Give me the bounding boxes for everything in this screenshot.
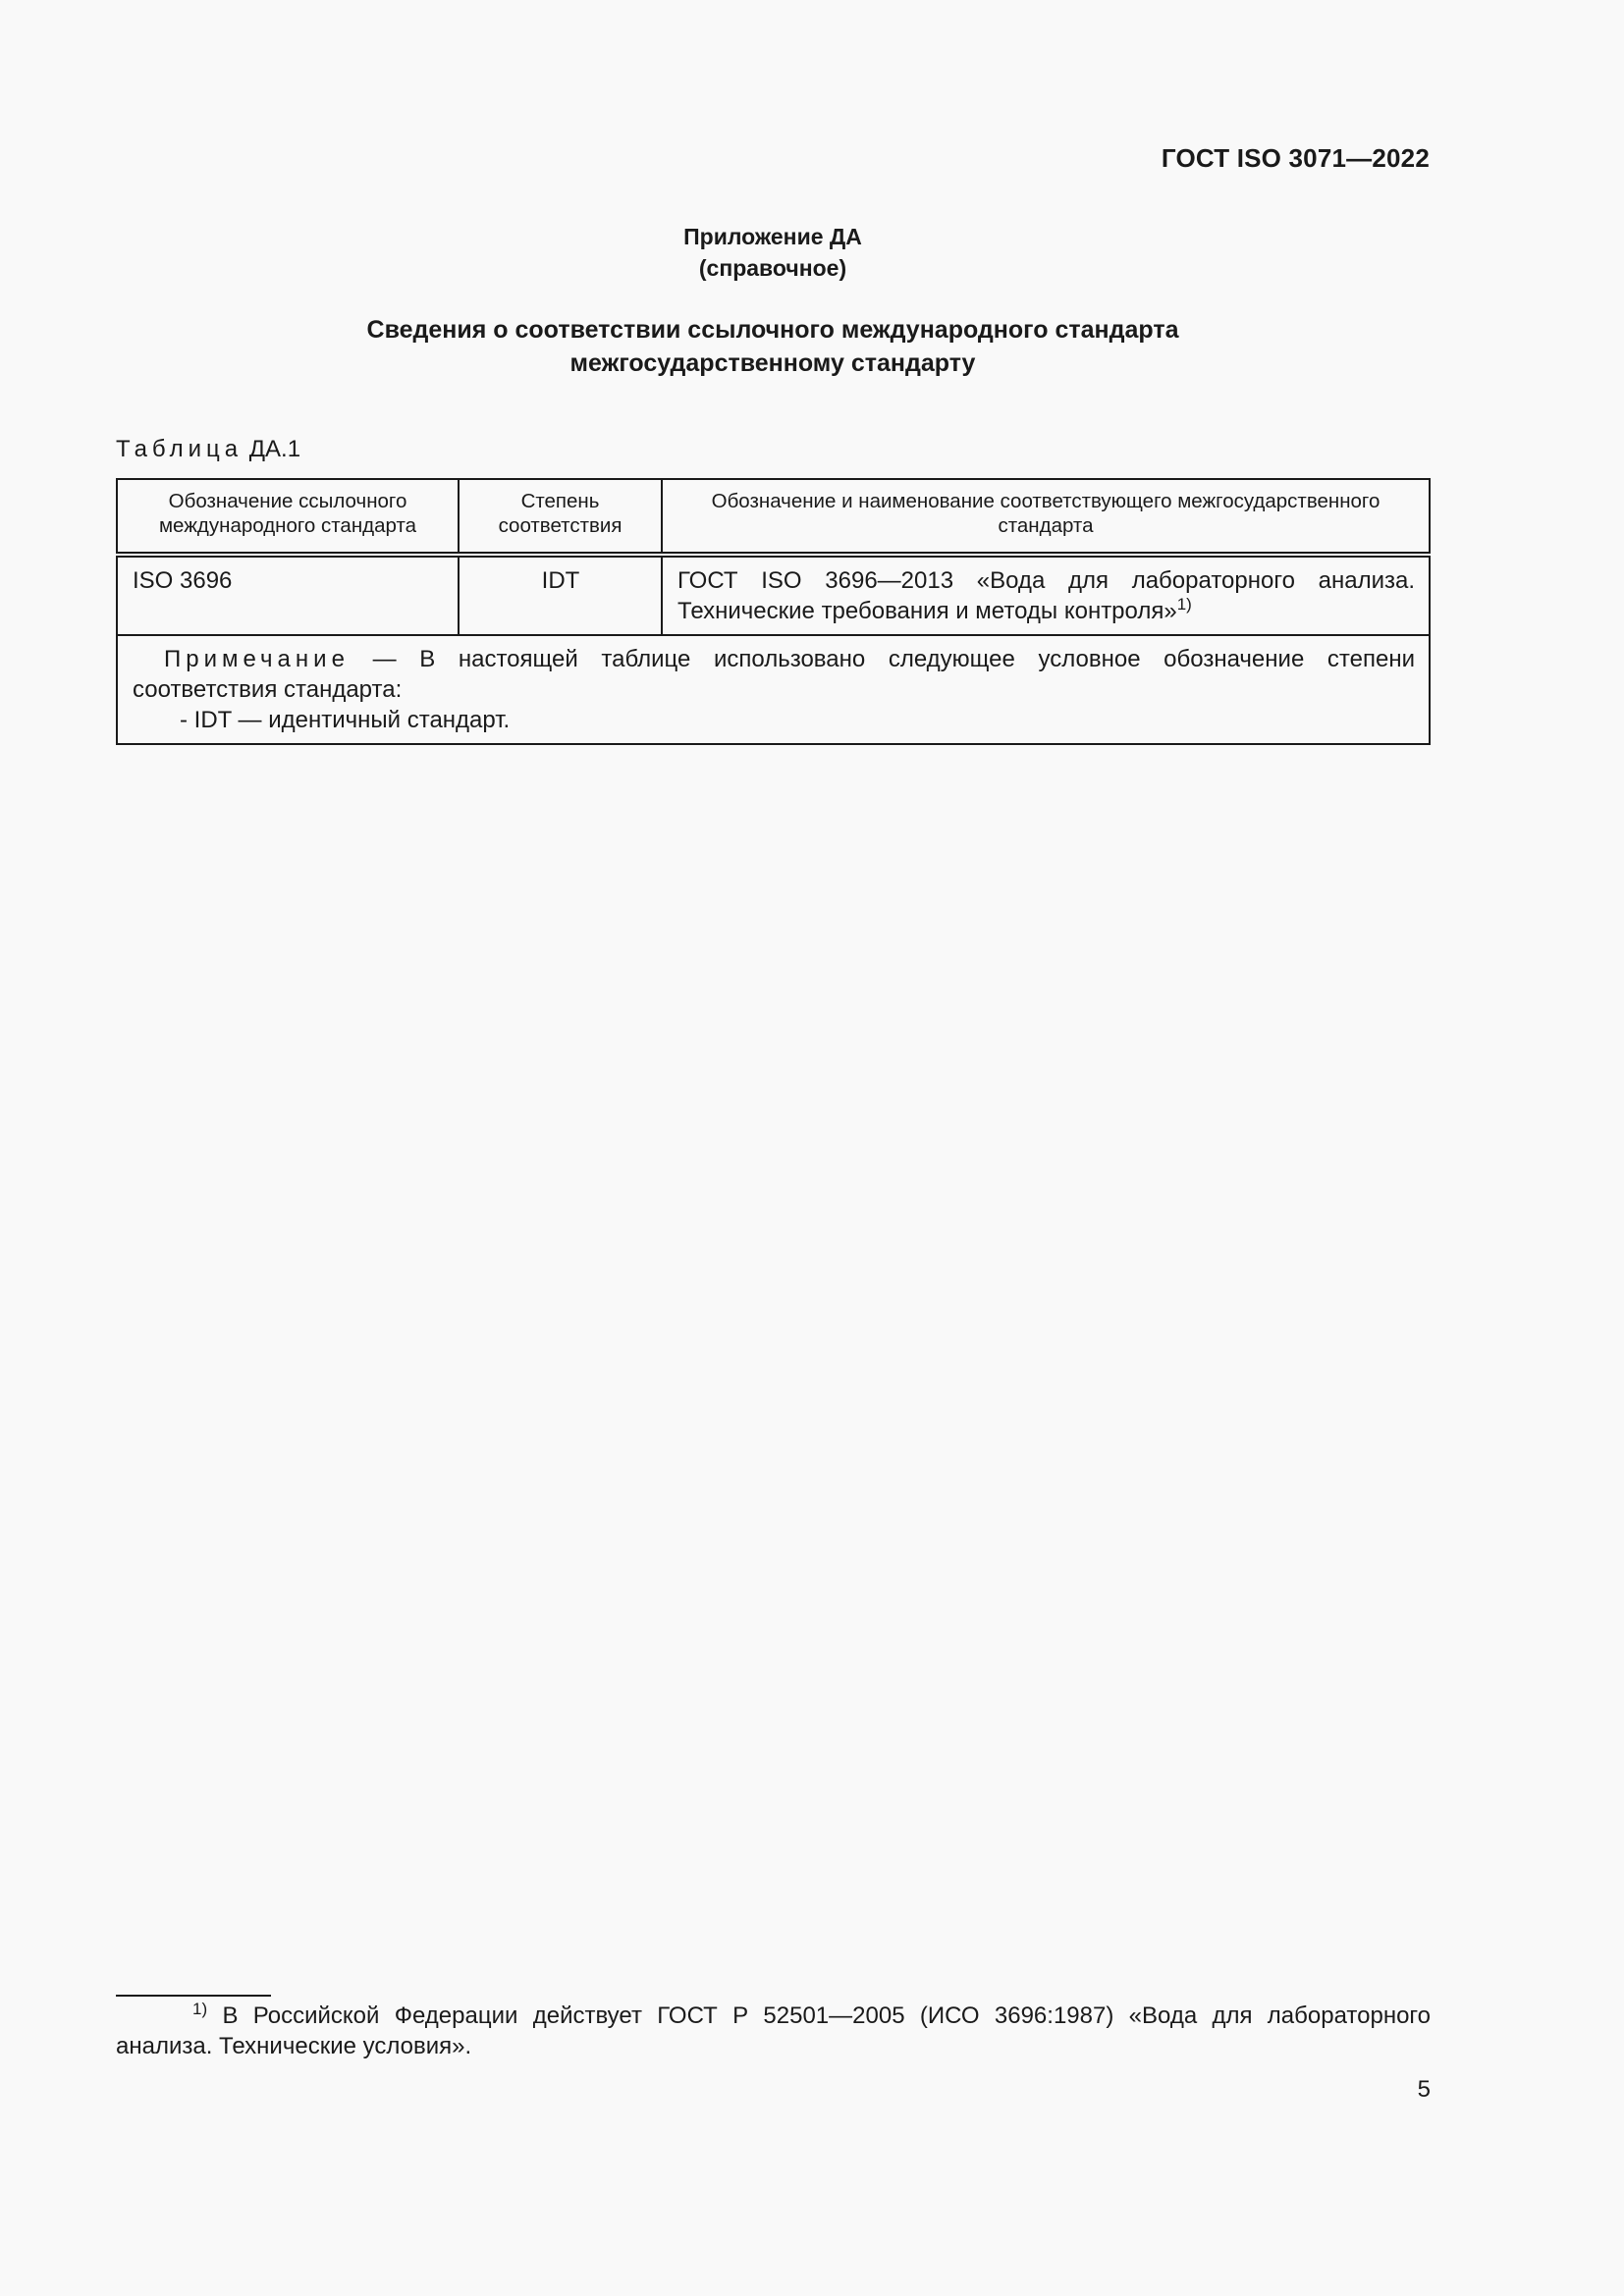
page-number: 5 <box>1417 2076 1431 2103</box>
table-note <box>117 635 1430 744</box>
national-standard-text: ГОСТ ISO 3696—2013 «Вода для лабораторного анализа. Технические требования и методы контроля» <box>677 567 1415 624</box>
footnote-text: В Российской Федерации действует ГОСТ Р 52501—2005 (ИСО 3696:1987) «Вода для лабораторного анализа. Технические условия». <box>116 2002 1432 2059</box>
note-text: — В настоящей таблице использовано следующее условное обозначение степени соответствия стандарта: <box>133 646 1415 703</box>
standard-code: ГОСТ ISO 3071—2022 <box>1161 143 1430 173</box>
cell-ref-standard: ISO 3696 <box>117 555 459 635</box>
note-item: - IDT — идентичный стандарт. <box>180 707 511 733</box>
cell-national-standard <box>662 555 1430 635</box>
footnote-separator <box>116 1995 271 1997</box>
table-caption-label: Таблица <box>116 436 244 462</box>
table-row <box>117 555 1430 635</box>
correspondence-table <box>116 478 1431 745</box>
table-caption <box>116 436 300 463</box>
column-header-ref-standard: Обозначение ссылочного международного стандарта <box>117 479 459 555</box>
column-header-national-standard: Обозначение и наименование соответствующего межгосударственного стандарта <box>662 479 1430 555</box>
note-label: Примечание <box>164 646 350 672</box>
table-header-row <box>117 479 1430 555</box>
footnote <box>116 2001 1431 2061</box>
annex-heading-line2: межгосударственному стандарту <box>569 349 976 377</box>
annex-heading-line1: Сведения о соответствии ссылочного международного стандарта <box>366 316 1179 344</box>
table-caption-number: ДА.1 <box>248 436 301 462</box>
footnote-reference: 1) <box>1176 595 1192 614</box>
annex-type: (справочное) <box>698 255 847 281</box>
table-note-row <box>117 635 1430 744</box>
cell-degree: IDT <box>459 555 662 635</box>
annex-title: Приложение ДА <box>683 224 862 249</box>
footnote-mark: 1) <box>192 2000 208 2018</box>
column-header-degree: Степень соответствия <box>459 479 662 555</box>
